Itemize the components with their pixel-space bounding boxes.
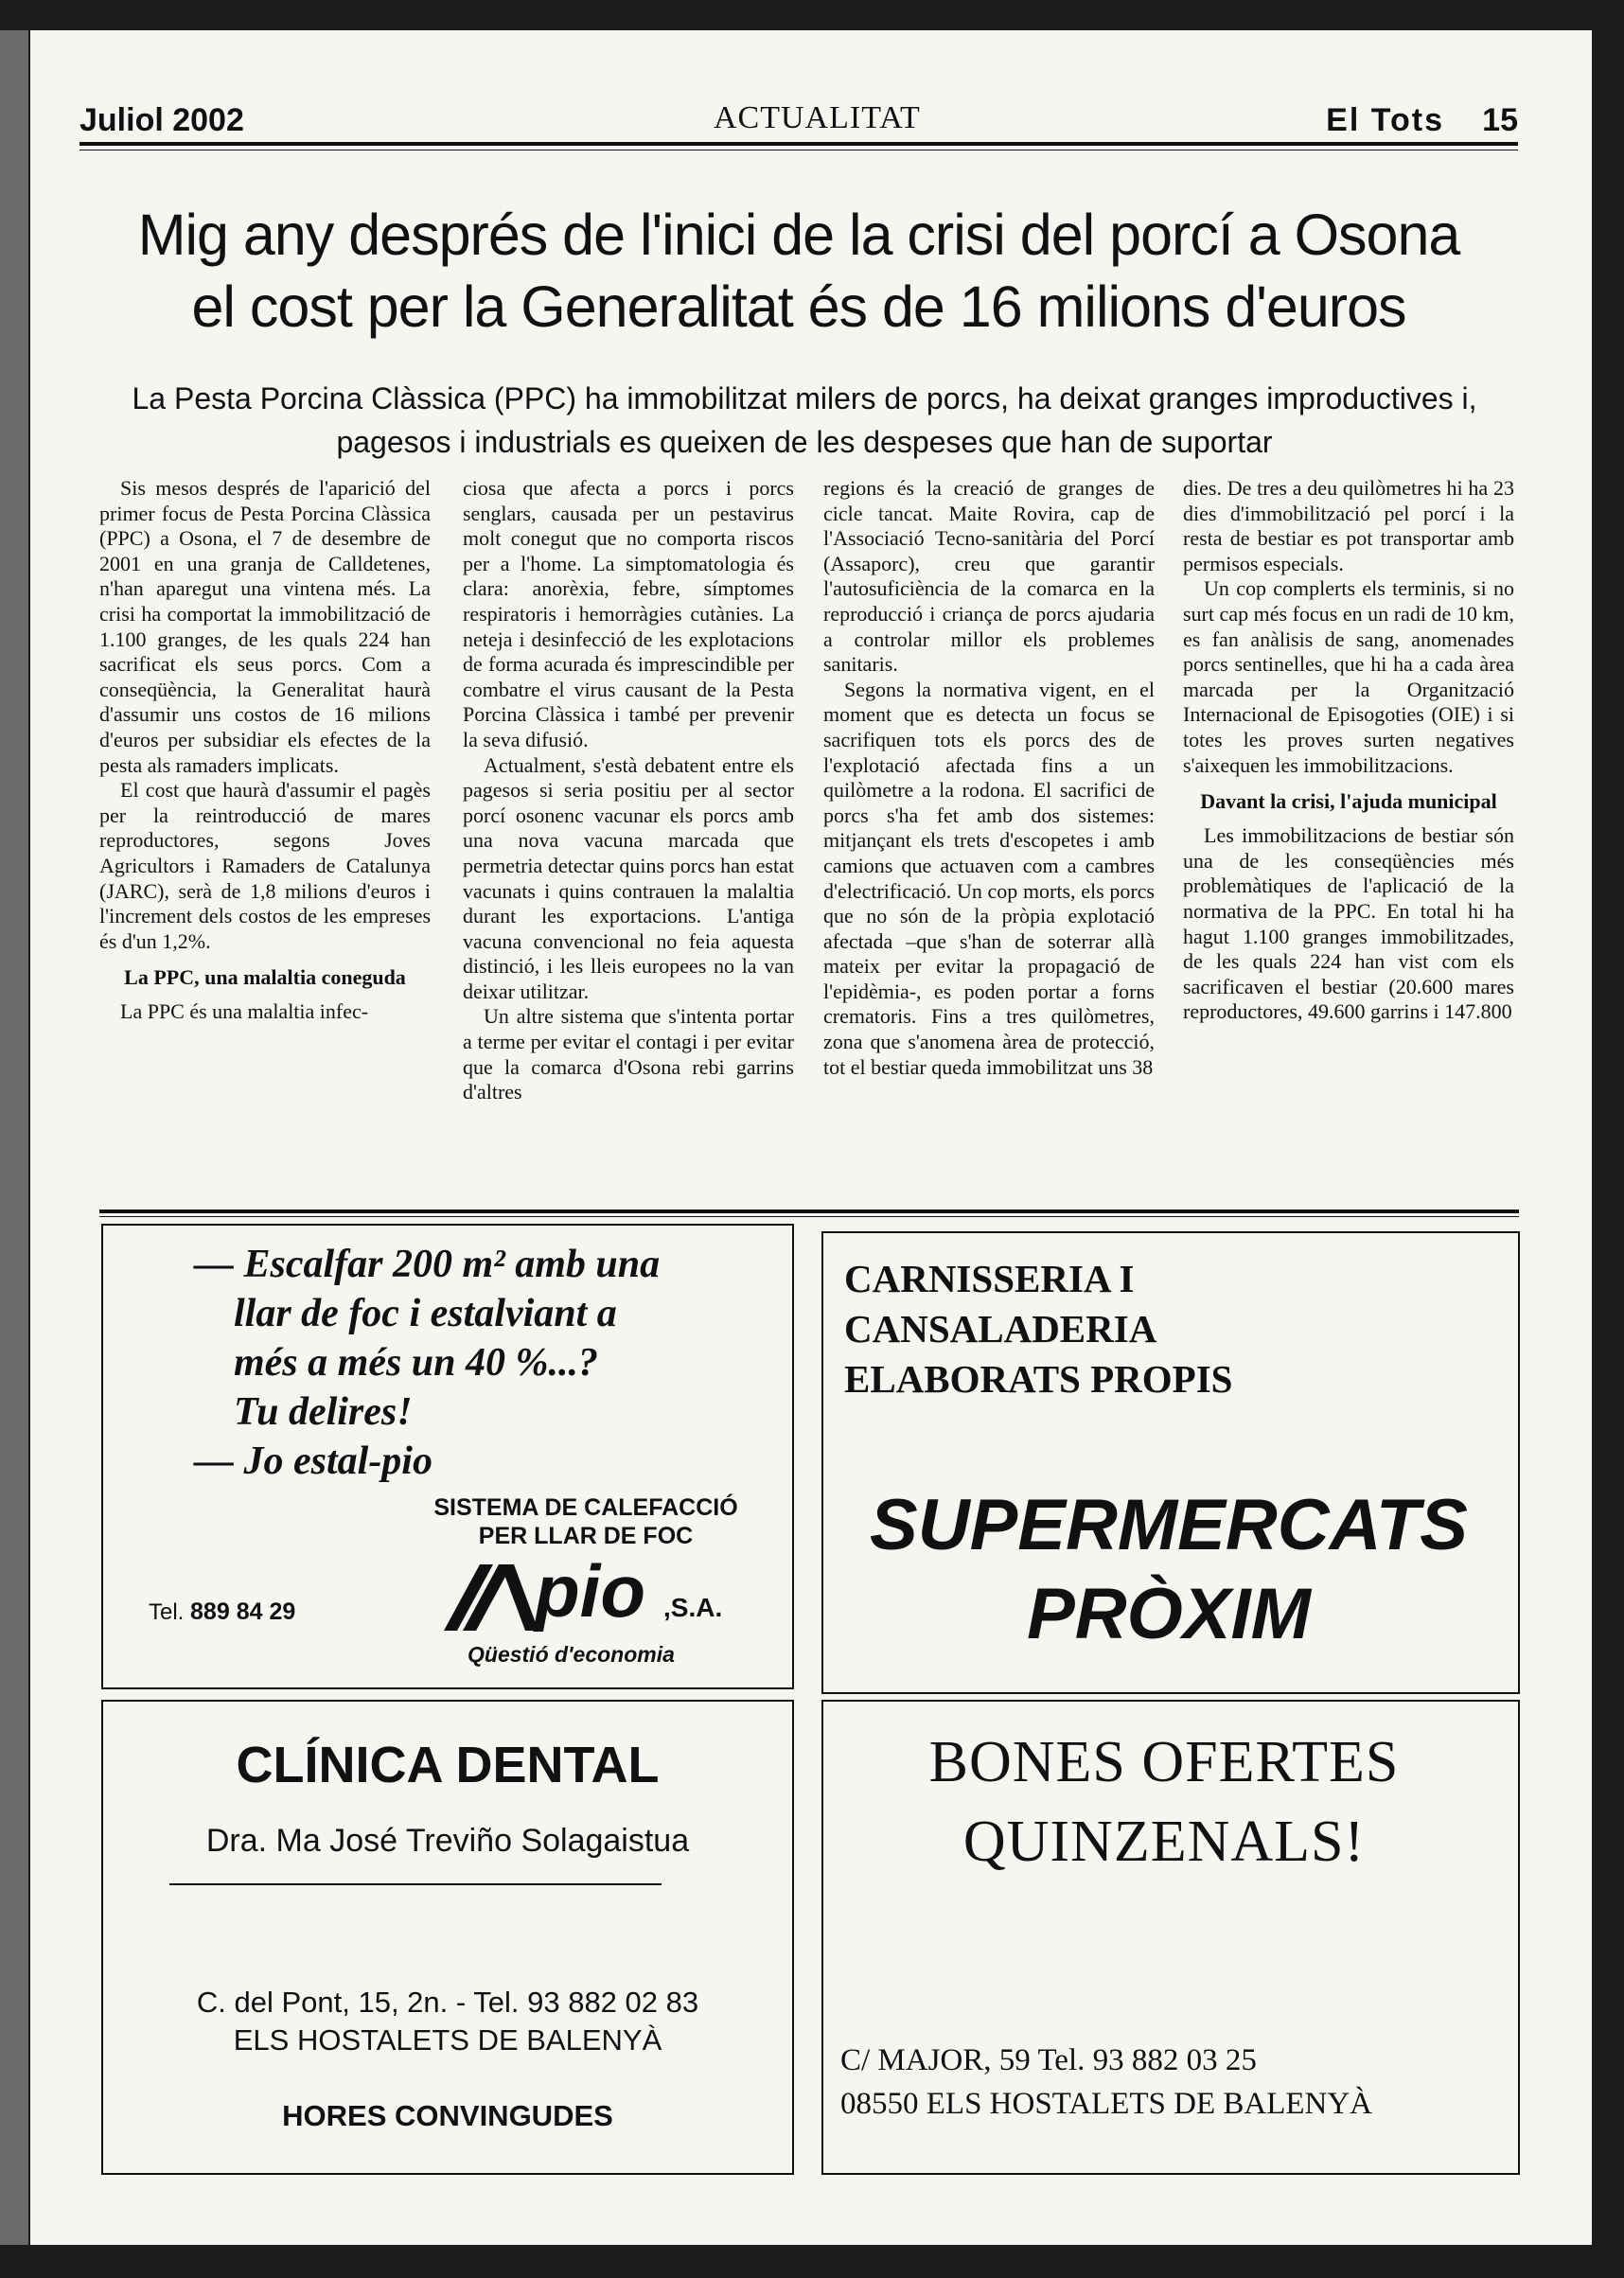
offers-headline: [823, 1722, 1505, 1881]
ad-dental-clinic: [101, 1700, 794, 2175]
ad-heating-quote-5: — Jo estal-pio: [194, 1439, 432, 1483]
supermarket-line-1: SUPERMERCATS: [870, 1485, 1468, 1565]
paragraph: regions és la creació de granges de cicle tancat. Maite Rovira, cap de l'Associació Tecno-sanitària del Porcí (Assaporc), creu que garantir l'autosuficiència de la comarca en la reproducció i criança de porcs ajudaria a controlar millor els problemes sanitaris.: [823, 476, 1155, 677]
book-spine: [0, 30, 28, 2245]
paragraph: Un cop complerts els terminis, si no surt cap més focus en un radi de 10 km, es fan anàlisis de sang, anomenades porcs sentinelles, que hi ha a cada àrea marcada per la Organització Internacional de Episogoties (OIE) i si totes les proves surten negatives s'aixequen les immobilitzacions.: [1183, 576, 1514, 777]
section-heading: La PPC, una malaltia coneguda: [124, 965, 406, 990]
section-name: ACTUALITAT: [714, 100, 921, 135]
page-number: 15: [1482, 102, 1518, 138]
dental-title: CLÍNICA DENTAL: [236, 1737, 660, 1793]
paragraph: Les immobilitzacions de bestiar són una de les conseqüències més problemàtiques de l'aplicació de la normativa de la PPC. En total hi ha hagut 1.100 granges immobilitzades, de les quals 224 han vist com els sacrificaven el bestiar (20.600 mares reproductores, 49.600 garrins i 147.800: [1183, 823, 1514, 1024]
paragraph: Segons la normativa vigent, en el moment que es detecta un focus se sacrifiquen tots els porcs des de l'explotació afectada fins a un quilòmetre a la rodona. El sacrifici de porcs s'ha fet amb dos sistemes: mitjançant els trets d'escopetes i amb camions que actuaven com a cambres d'electrificació. Un cop morts, els porcs que no són de la pròpia explotació afectada –que s'han de soterrar allà mateix per evitar la propagació de l'epidèmia-, es poden portar a forns crematoris. Fins a tres quilòmetres, zona que s'anomena àrea de protecció, tot el bestiar queda immobilitzat uns 38: [823, 677, 1155, 1079]
dental-divider: [169, 1883, 662, 1885]
butcher-line-2: CANSALADERIA: [844, 1307, 1157, 1351]
paragraph: La PPC és una malaltia infec-: [120, 999, 369, 1024]
ads-rule: [99, 1210, 1519, 1213]
issue-date: Juliol 2002: [79, 102, 244, 138]
title-line-1: Mig any després de l'inici de la crisi del porcí a Osona: [137, 203, 1460, 267]
paragraph: dies. De tres a deu quilòmetres hi ha 23 dies d'immobilització pel porcí i la resta de bestiar es pot transportar amb permisos especials.: [1183, 476, 1514, 575]
pio-logo-suffix: ,S.A.: [663, 1593, 723, 1622]
title-line-2: el cost per la Generalitat és de 16 milions d'euros: [191, 274, 1406, 339]
publication-name: El Tots: [1326, 102, 1444, 138]
ad-butcher-lines: [844, 1254, 1232, 1404]
offers-address-line-2: 08550 ELS HOSTALETS DE BALENYÀ: [840, 2087, 1372, 2121]
ad-heating-quote-4: Tu delires!: [234, 1390, 413, 1434]
page-header: [79, 72, 1518, 148]
ads-rule-thin: [99, 1216, 1519, 1217]
paragraph: Actualment, s'està debatent entre els pagesos si seria positiu per al sector porcí osonenc vacunar els porcs amb una nova vacuna marcada que permetria detectar quins porcs han estat vacunats i quins contrauen la malaltia durant les exportacions. L'antiga vacuna convencional no feia aquesta distinció, i les lleis europees no la van deixar utilitzar.: [463, 752, 794, 1003]
dental-hours: HORES CONVINGUDES: [282, 2099, 613, 2132]
ad-heating-motto: Qüestió d'economia: [468, 1642, 675, 1667]
paragraph: ciosa que afecta a porcs i porcs senglars, causada per un pestavirus molt conegut que no comporta riscos per a l'home. La simptomatologia és clara: anorèxia, febre, símptomes respiratoris i hemorràgies cutànies. La neteja i desinfecció de les explotacions de forma acurada és imprescindible per combatre el virus causant de la Pesta Porcina Clàssica i també per prevenir la seva difusió.: [463, 476, 794, 751]
article-column-1: [99, 476, 431, 1025]
dental-address-line-2: ELS HOSTALETS DE BALENYÀ: [233, 2023, 662, 2057]
ad-heating-phone: [149, 1598, 295, 1626]
section-heading: Davant la crisi, l'ajuda municipal: [1200, 789, 1497, 814]
dental-address-line-1: C. del Pont, 15, 2n. - Tel. 93 882 02 83: [196, 1986, 699, 2019]
article-column-3: [823, 476, 1155, 1080]
tel-number: 889 84 29: [190, 1598, 296, 1625]
subtitle-line-1: La Pesta Porcina Clàssica (PPC) ha immobilitzat milers de porcs, ha deixat granges improductives i,: [132, 381, 1477, 415]
paragraph: Sis mesos després de l'aparició del primer focus de Pesta Porcina Clàssica (PPC) a Osona, el 7 de desembre de 2001 en una granja de Calldetenes, n'han aparegut una vintena més. La crisi ha comportat la immobilització de 1.100 granges, de les quals 224 han sacrificat els seus porcs. Com a conseqüència, la Generalitat haurà d'assumir uns costos de 16 milions d'euros per subsidiar els efectes de la pesta als ramaders implicats.: [99, 476, 431, 777]
system-line-2: PER LLAR DE FOC: [478, 1523, 694, 1549]
article-subtitle: [114, 377, 1495, 464]
tel-label: Tel.: [149, 1599, 185, 1625]
ad-butcher: [821, 1231, 1520, 1694]
system-line-1: SISTEMA DE CALEFACCIÓ: [433, 1494, 738, 1521]
header-rule: [79, 142, 1518, 146]
supermarket-line-2: PRÒXIM: [1027, 1574, 1311, 1654]
ad-heating-quote-3: més a més un 40 %...?: [234, 1341, 599, 1385]
pio-logo-mark-icon: [444, 1557, 548, 1633]
paragraph: El cost que haurà d'assumir el pagès per la reintroducció de mares reproductores, segons Joves Agricultors i Ramaders de Catalunya (JARC), serà de 1,8 milions d'euros i l'increment dels costos de les empreses és d'un 1,2%.: [99, 778, 431, 953]
dental-doctor: Dra. Ma José Treviño Solagaistua: [205, 1823, 690, 1859]
article-body: [99, 476, 1524, 1188]
paragraph: Un altre sistema que s'intenta portar a terme per evitar el contagi i per evitar que la comarca d'Osona rebi garrins d'altres: [463, 1004, 794, 1104]
article-title: [79, 199, 1518, 343]
offers-address: [840, 2039, 1372, 2126]
butcher-line-1: CARNISSERIA I: [844, 1257, 1135, 1300]
pio-logo-text: pio: [535, 1549, 645, 1633]
offers-line-2: QUINZENALS!: [962, 1810, 1366, 1874]
ad-heating-quote-1: — Escalfar 200 m² amb una: [194, 1243, 661, 1286]
ad-heating: [101, 1224, 794, 1689]
pio-logo: [444, 1549, 747, 1633]
butcher-line-3: ELABORATS PROPIS: [844, 1357, 1233, 1401]
article-column-4: [1183, 476, 1514, 1025]
article-column-2: [463, 476, 794, 1105]
ad-heating-quote-2: llar de foc i estalviant a: [234, 1292, 617, 1335]
ad-heating-system: [387, 1493, 785, 1550]
offers-address-line-1: C/ MAJOR, 59 Tel. 93 882 03 25: [840, 2043, 1257, 2077]
subtitle-line-2: pagesos i industrials es queixen de les despeses que han de suportar: [336, 425, 1273, 459]
ad-butcher-supermarket: [823, 1481, 1514, 1659]
ad-offers: [821, 1700, 1520, 2175]
offers-line-1: BONES OFERTES: [928, 1730, 1400, 1794]
dental-address: [103, 1984, 792, 2059]
